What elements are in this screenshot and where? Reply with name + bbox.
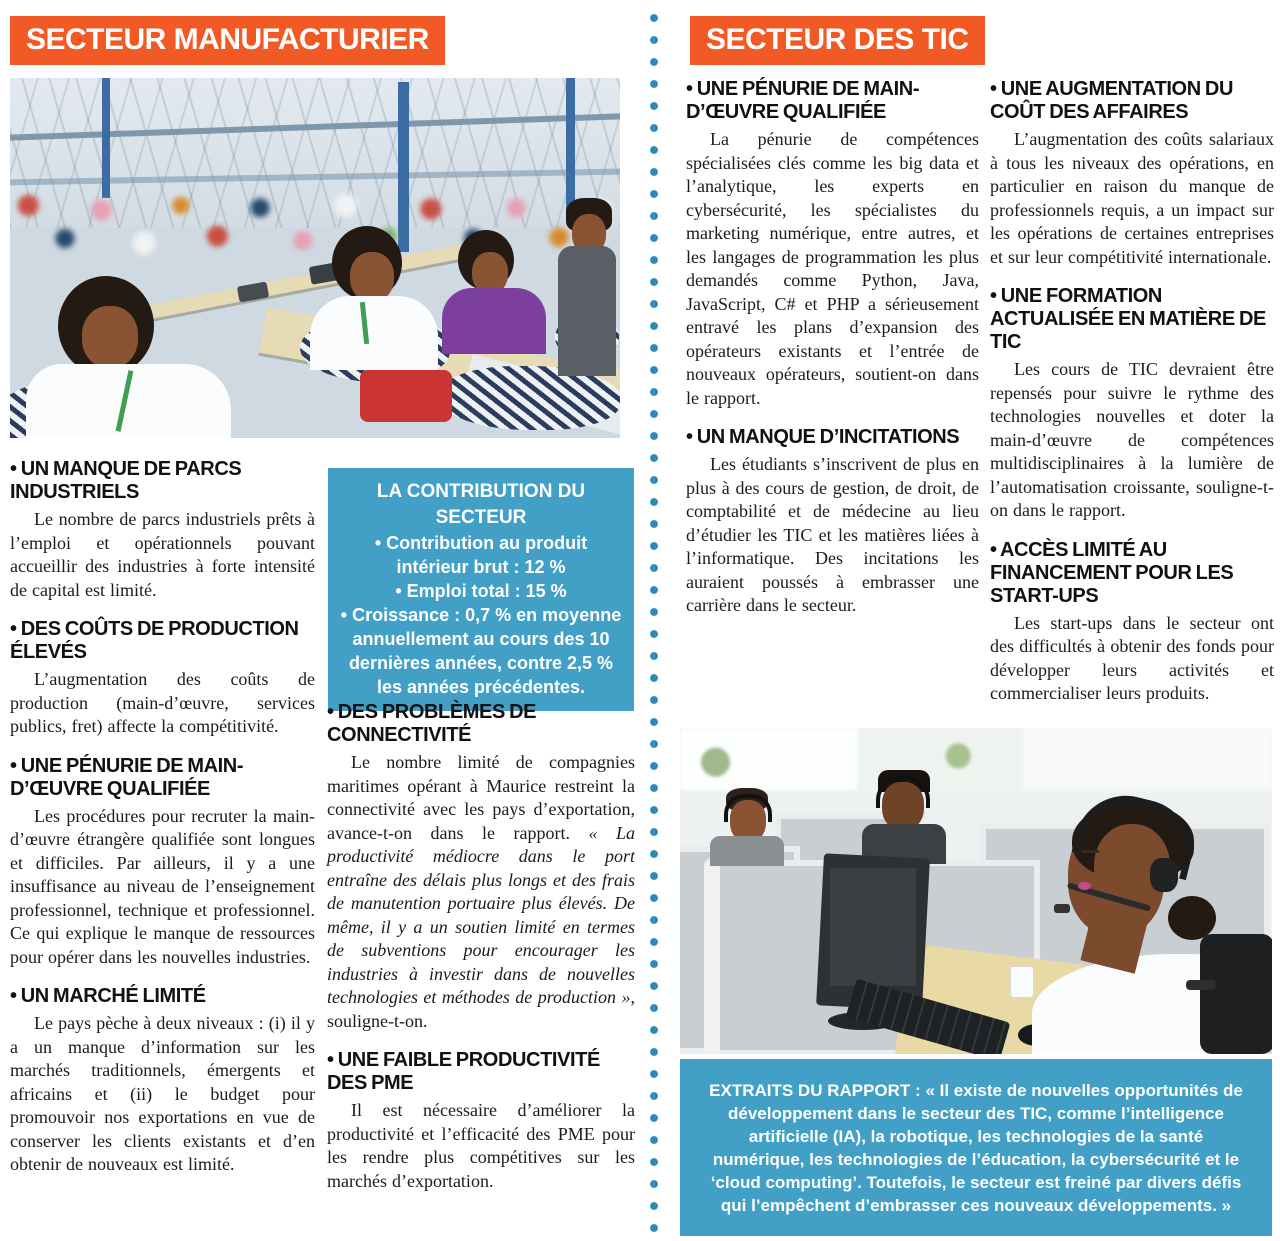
topic-couts-production <box>10 618 315 739</box>
topic-acces-financement <box>990 539 1274 706</box>
dotted-divider <box>648 8 660 1236</box>
topic-body <box>327 751 635 1033</box>
contribution-box <box>328 468 634 711</box>
extracts-box <box>680 1059 1272 1236</box>
manufacturing-column-1 <box>10 446 315 1193</box>
topic-body: L’augmentation des coûts salariaux à tous les niveaux des opérations, en particulier en raison du manque de professionnels requis, a un impact sur les opérations de certaines entreprises et sur leur compétitivité internationale. <box>990 129 1274 267</box>
topic-body: Le nombre de parcs industriels prêts à l’emploi et opérationnels pouvant accueillir des industries à forte intensité de capital est limité. <box>10 509 315 600</box>
illustration-shape <box>704 858 720 1054</box>
illustration-shape <box>1082 850 1099 853</box>
topic-manque-parcs <box>10 458 315 602</box>
illustration-shape <box>1186 980 1216 990</box>
topic-penurie-tic <box>686 78 979 410</box>
extracts-quote: « Il existe de nouvelles opportunités de développement dans le secteur des TIC, comme l’intelligence artificielle (IA), la robotique, les technologies de la santé numérique, les technologies de l’éducation, la cybersécurité et le ‘cloud computing’. Toutefois, le secteur est freiné par divers défis qui l’empêchent d’embrasser ces nouveaux développements. » <box>710 1080 1243 1215</box>
topic-body: Les étudiants s’inscrivent de plus en plus à des cours de gestion, de droit, de comptabilité et de médecine au lieu d’étudier les TIC et les matières liées à l’informatique. Des incitations les auraient poussés à embrasser une carrière dans le secteur. <box>686 454 979 615</box>
topic-heading: • UN MARCHÉ LIMITÉ <box>10 985 206 1007</box>
illustration-shape <box>1200 934 1272 1054</box>
illustration-shape <box>830 868 916 986</box>
topic-body: Le pays pèche à deux niveaux : (i) il y a un manque d’information sur les marchés traditionnels, émergents et africains et (ii) le budget pour promouvoir nos exportations en vue de conserver les clients existants et d’en obtenir de nouveaux est limité. <box>10 1013 315 1174</box>
topic-heading: • DES PROBLÈMES DE CONNECTIVITÉ <box>327 701 537 746</box>
illustration-shape <box>310 296 438 370</box>
illustration-shape <box>82 306 138 368</box>
topic-heading: • UNE FORMATION ACTUALISÉE EN MATIÈRE DE TIC <box>990 285 1266 353</box>
illustration-shape <box>558 246 616 376</box>
illustration-shape <box>1078 882 1091 890</box>
topic-body: L’augmentation des coûts de production (main-d’œuvre, services publics, fret) affecte la compétitivité. <box>10 669 315 736</box>
topic-heading: • UNE FAIBLE PRODUCTIVITÉ DES PME <box>327 1049 600 1094</box>
factory-photo <box>10 78 620 438</box>
illustration-shape <box>680 728 1272 790</box>
topic-heading: • UNE PÉNURIE DE MAIN-D’ŒUVRE QUALIFIÉE <box>686 78 920 123</box>
tic-column-1 <box>686 66 979 634</box>
illustration-shape <box>1054 904 1070 913</box>
topic-heading: • UNE PÉNURIE DE MAIN-D’ŒUVRE QUALIFIÉE <box>10 754 244 800</box>
extracts-label: EXTRAITS DU RAPPORT : <box>709 1080 926 1100</box>
topic-marche-limite <box>10 985 315 1177</box>
illustration-shape <box>442 288 546 354</box>
topic-heading: • ACCÈS LIMITÉ AU FINANCEMENT POUR LES START-UPS <box>990 538 1234 607</box>
contribution-item: • Emploi total : 15 % <box>395 581 567 601</box>
topic-heading: • DES COÛTS DE PRODUCTION ÉLEVÉS <box>10 618 299 663</box>
body-normal: Le nombre limité de compagnies maritimes opérant à Maurice restreint la connectivité avec les pays d’exportation, avance-t-on dans le rapport. <box>327 752 635 843</box>
illustration-shape <box>710 836 784 866</box>
topic-body: Les procédures pour recruter la main-d’œuvre étrangère qualifiée sont longues et difficiles. Par ailleurs, il y a une insuffisance au niveau de l’enseignement professionnel, technique et professionnel. Ce qui explique le manque de ressources pour opérer dans les nouvelles industries. <box>10 805 315 967</box>
extracts-text <box>704 1079 1248 1217</box>
topic-manque-incitations <box>686 426 979 618</box>
topic-heading: • UN MANQUE D’INCITATIONS <box>686 426 960 448</box>
section-banner-manufacturier: SECTEUR MANUFACTURIER <box>10 16 445 65</box>
topic-heading: • UNE AUGMENTATION DU COÛT DES AFFAIRES <box>990 78 1233 123</box>
topic-body: Il est nécessaire d’améliorer la productivité et l’efficacité des PME pour les rendre plus compétitives sur les marchés d’exportation. <box>327 1100 635 1191</box>
topic-body: Les cours de TIC devraient être repensés pour suivre le rythme des technologies nouvelles et doter la main-d’œuvre de compétences multidisciplinaires à la lumière de l’automatisation croissante, souligne-t-on dans le rapport. <box>990 359 1274 520</box>
tic-column-2 <box>990 66 1274 722</box>
topic-formation-actualisee <box>990 285 1274 523</box>
topic-productivite-pme <box>327 1049 635 1193</box>
illustration-shape <box>350 252 394 302</box>
body-quote: « La productivité médiocre dans le port entraîne des délais plus longs et des frais de manutention portuaire plus élevés. De même, il y a un soutien limité en termes de subventions pour encourager les industries à investir dans de nouvelles technologies et méthodes de production » <box>327 822 635 1007</box>
illustration-shape <box>360 370 452 422</box>
illustration-shape <box>724 794 772 822</box>
illustration-shape <box>1010 966 1034 998</box>
body-normal: , souligne-t-on. <box>327 987 635 1031</box>
contribution-item: • Croissance : 0,7 % en moyenne annuellement au cours des 10 dernières années, contre 2,5 % les années précédentes. <box>340 605 622 697</box>
manufacturing-column-2 <box>327 701 635 1209</box>
topic-heading: • UN MANQUE DE PARCS INDUSTRIELS <box>10 458 242 503</box>
illustration-shape <box>1150 858 1178 892</box>
topic-penurie-main-doeuvre <box>10 755 315 970</box>
topic-body: La pénurie de compétences spécialisées clés comme les big data et l’analytique, les experts en cybersécurité, les spécialistes du marketing numérique, entre autres, et les langages de programmation les plus demandés comme Python, Java, JavaScript, C# et PHP a sérieusement entravé les plans d’expansion des opérateurs existants et l’entrée de nouveaux opérateurs, soutient-on dans le rapport. <box>686 129 979 408</box>
section-banner-tic: SECTEUR DES TIC <box>690 16 985 65</box>
call-center-photo <box>680 728 1272 1054</box>
contribution-box-title: LA CONTRIBUTION DU SECTEUR <box>376 481 586 528</box>
topic-augmentation-couts <box>990 78 1274 269</box>
contribution-item: • Contribution au produit intérieur brut : 12 % <box>374 533 588 577</box>
topic-body: Les start-ups dans le secteur ont des difficultés à obtenir des fonds pour développer leurs activités et commercialiser leurs produits. <box>990 612 1274 703</box>
topic-connectivite <box>327 701 635 1033</box>
